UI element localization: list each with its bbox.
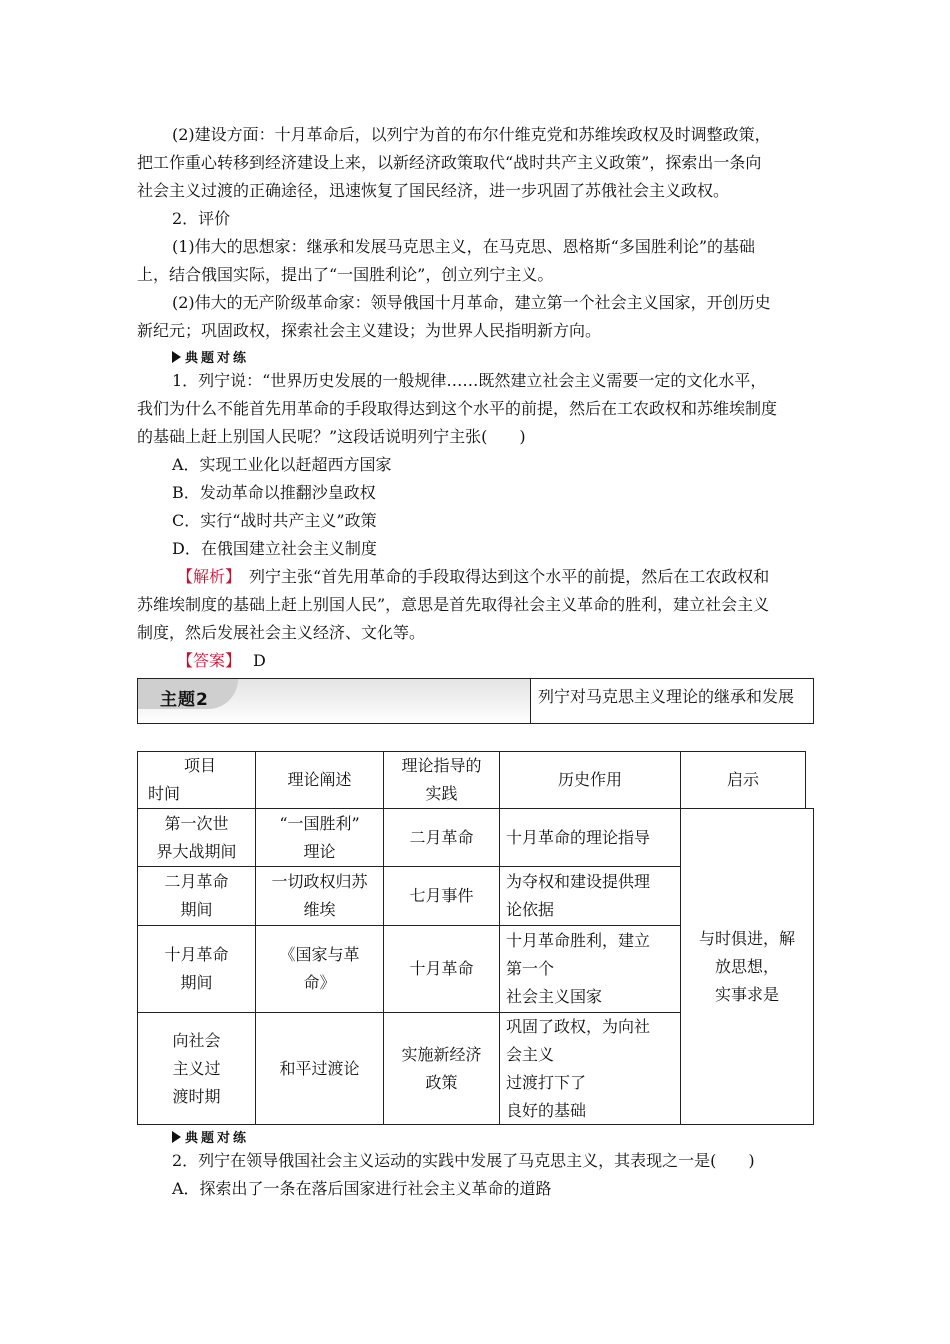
answer-line <box>177 651 266 671</box>
table-cell-theory: 和平过渡论 <box>255 1012 384 1125</box>
question-stem: 2．列宁在领导俄国社会主义运动的实践中发展了马克思主义，其表现之一是( ) <box>172 1151 755 1170</box>
table-cell-effect: 十月革命的理论指导 <box>499 808 681 867</box>
section-heading: 2．评价 <box>172 209 231 228</box>
answer-label: 【答案】 <box>177 651 242 670</box>
paragraph-line: (2)伟大的无产阶级革命家：领导俄国十月革命，建立第一个社会主义国家，开创历史 <box>172 293 771 312</box>
analysis-line <box>177 567 769 587</box>
practice-badge-label: 典题对练 <box>185 1131 250 1146</box>
table-header-cell: 理论阐述 <box>255 751 384 809</box>
topic-tab <box>138 679 530 723</box>
analysis-line: 制度，然后发展社会主义经济、文化等。 <box>137 623 426 642</box>
table-cell-time: 向社会 主义过 渡时期 <box>137 1012 256 1125</box>
option-d: D．在俄国建立社会主义制度 <box>172 539 377 558</box>
analysis-line: 苏维埃制度的基础上赶上别国人民”，意思是首先取得社会主义革命的胜利，建立社会主义 <box>137 595 770 614</box>
table-header-diagonal <box>137 751 256 809</box>
table-cell-practice: 二月革命 <box>383 808 500 867</box>
header-item-label: 项目 <box>184 756 217 775</box>
practice-badge <box>172 347 249 366</box>
table-cell-effect: 巩固了政权，为向社 会主义 过渡打下了 良好的基础 <box>499 1012 681 1125</box>
question-stem: 1．列宁说：“世界历史发展的一般规律……既然建立社会主义需要一定的文化水平， <box>172 371 767 390</box>
header-time-label: 时间 <box>148 784 181 803</box>
table-cell-practice: 十月革命 <box>383 925 500 1013</box>
table-cell-theory: 一切政权归苏 维埃 <box>255 866 384 926</box>
analysis-text: 列宁主张“首先用革命的手段取得达到这个水平的前提，然后在工农政权和 <box>233 567 770 586</box>
topic-banner <box>137 678 814 724</box>
practice-badge-label: 典题对练 <box>185 351 250 366</box>
option-a: A．探索出了一条在落后国家进行社会主义革命的道路 <box>172 1179 552 1198</box>
play-triangle-icon <box>172 1131 181 1143</box>
table-cell-theory: “一国胜利” 理论 <box>255 808 384 867</box>
table-cell-time: 第一次世 界大战期间 <box>137 808 256 867</box>
table-cell-inspiration: 与时俱进，解 放思想， 实事求是 <box>680 808 814 1125</box>
table-header-cell: 历史作用 <box>499 751 681 809</box>
table-cell-practice: 实施新经济 政策 <box>383 1012 500 1125</box>
option-b: B．发动革命以推翻沙皇政权 <box>172 483 376 502</box>
option-c: C．实行“战时共产主义”政策 <box>172 511 377 530</box>
play-triangle-icon <box>172 351 181 363</box>
topic-divider <box>530 679 531 723</box>
topic-label: 主题2 <box>160 690 209 710</box>
paragraph-line: (2)建设方面：十月革命后，以列宁为首的布尔什维克党和苏维埃政权及时调整政策， <box>172 125 771 144</box>
table-cell-time: 二月革命 期间 <box>137 866 256 926</box>
question-stem: 我们为什么不能首先用革命的手段取得达到这个水平的前提，然后在工农政权和苏维埃制度 <box>137 399 778 418</box>
paragraph-line: 社会主义过渡的正确途径，迅速恢复了国民经济，进一步巩固了苏俄社会主义政权。 <box>137 181 730 200</box>
answer-value: D <box>253 651 266 670</box>
table-cell-effect: 为夺权和建设提供理 论依据 <box>499 866 681 926</box>
table-cell-theory: 《国家与革 命》 <box>255 925 384 1013</box>
practice-badge <box>172 1127 249 1146</box>
table-cell-effect: 十月革命胜利，建立 第一个 社会主义国家 <box>499 925 681 1013</box>
table-header-cell: 理论指导的 实践 <box>383 751 500 809</box>
paragraph-line: 上，结合俄国实际，提出了“一国胜利论”，创立列宁主义。 <box>137 265 554 284</box>
paragraph-line: 新纪元；巩固政权，探索社会主义建设；为世界人民指明新方向。 <box>137 321 602 340</box>
option-a: A．实现工业化以赶超西方国家 <box>172 455 392 474</box>
paragraph-line: (1)伟大的思想家：继承和发展马克思主义，在马克思、恩格斯“多国胜利论”的基础 <box>172 237 756 256</box>
analysis-label: 【解析】 <box>177 567 234 586</box>
table-cell-time: 十月革命 期间 <box>137 925 256 1013</box>
paragraph-line: 把工作重心转移到经济建设上来，以新经济政策取代“战时共产主义政策”，探索出一条向 <box>137 153 762 172</box>
table-header-cell: 启示 <box>680 751 806 809</box>
topic-title: 列宁对马克思主义理论的继承和发展 <box>538 687 795 706</box>
question-stem: 的基础上赶上别国人民呢？”这段话说明列宁主张( ) <box>137 427 526 446</box>
table-cell-practice: 七月事件 <box>383 866 500 926</box>
